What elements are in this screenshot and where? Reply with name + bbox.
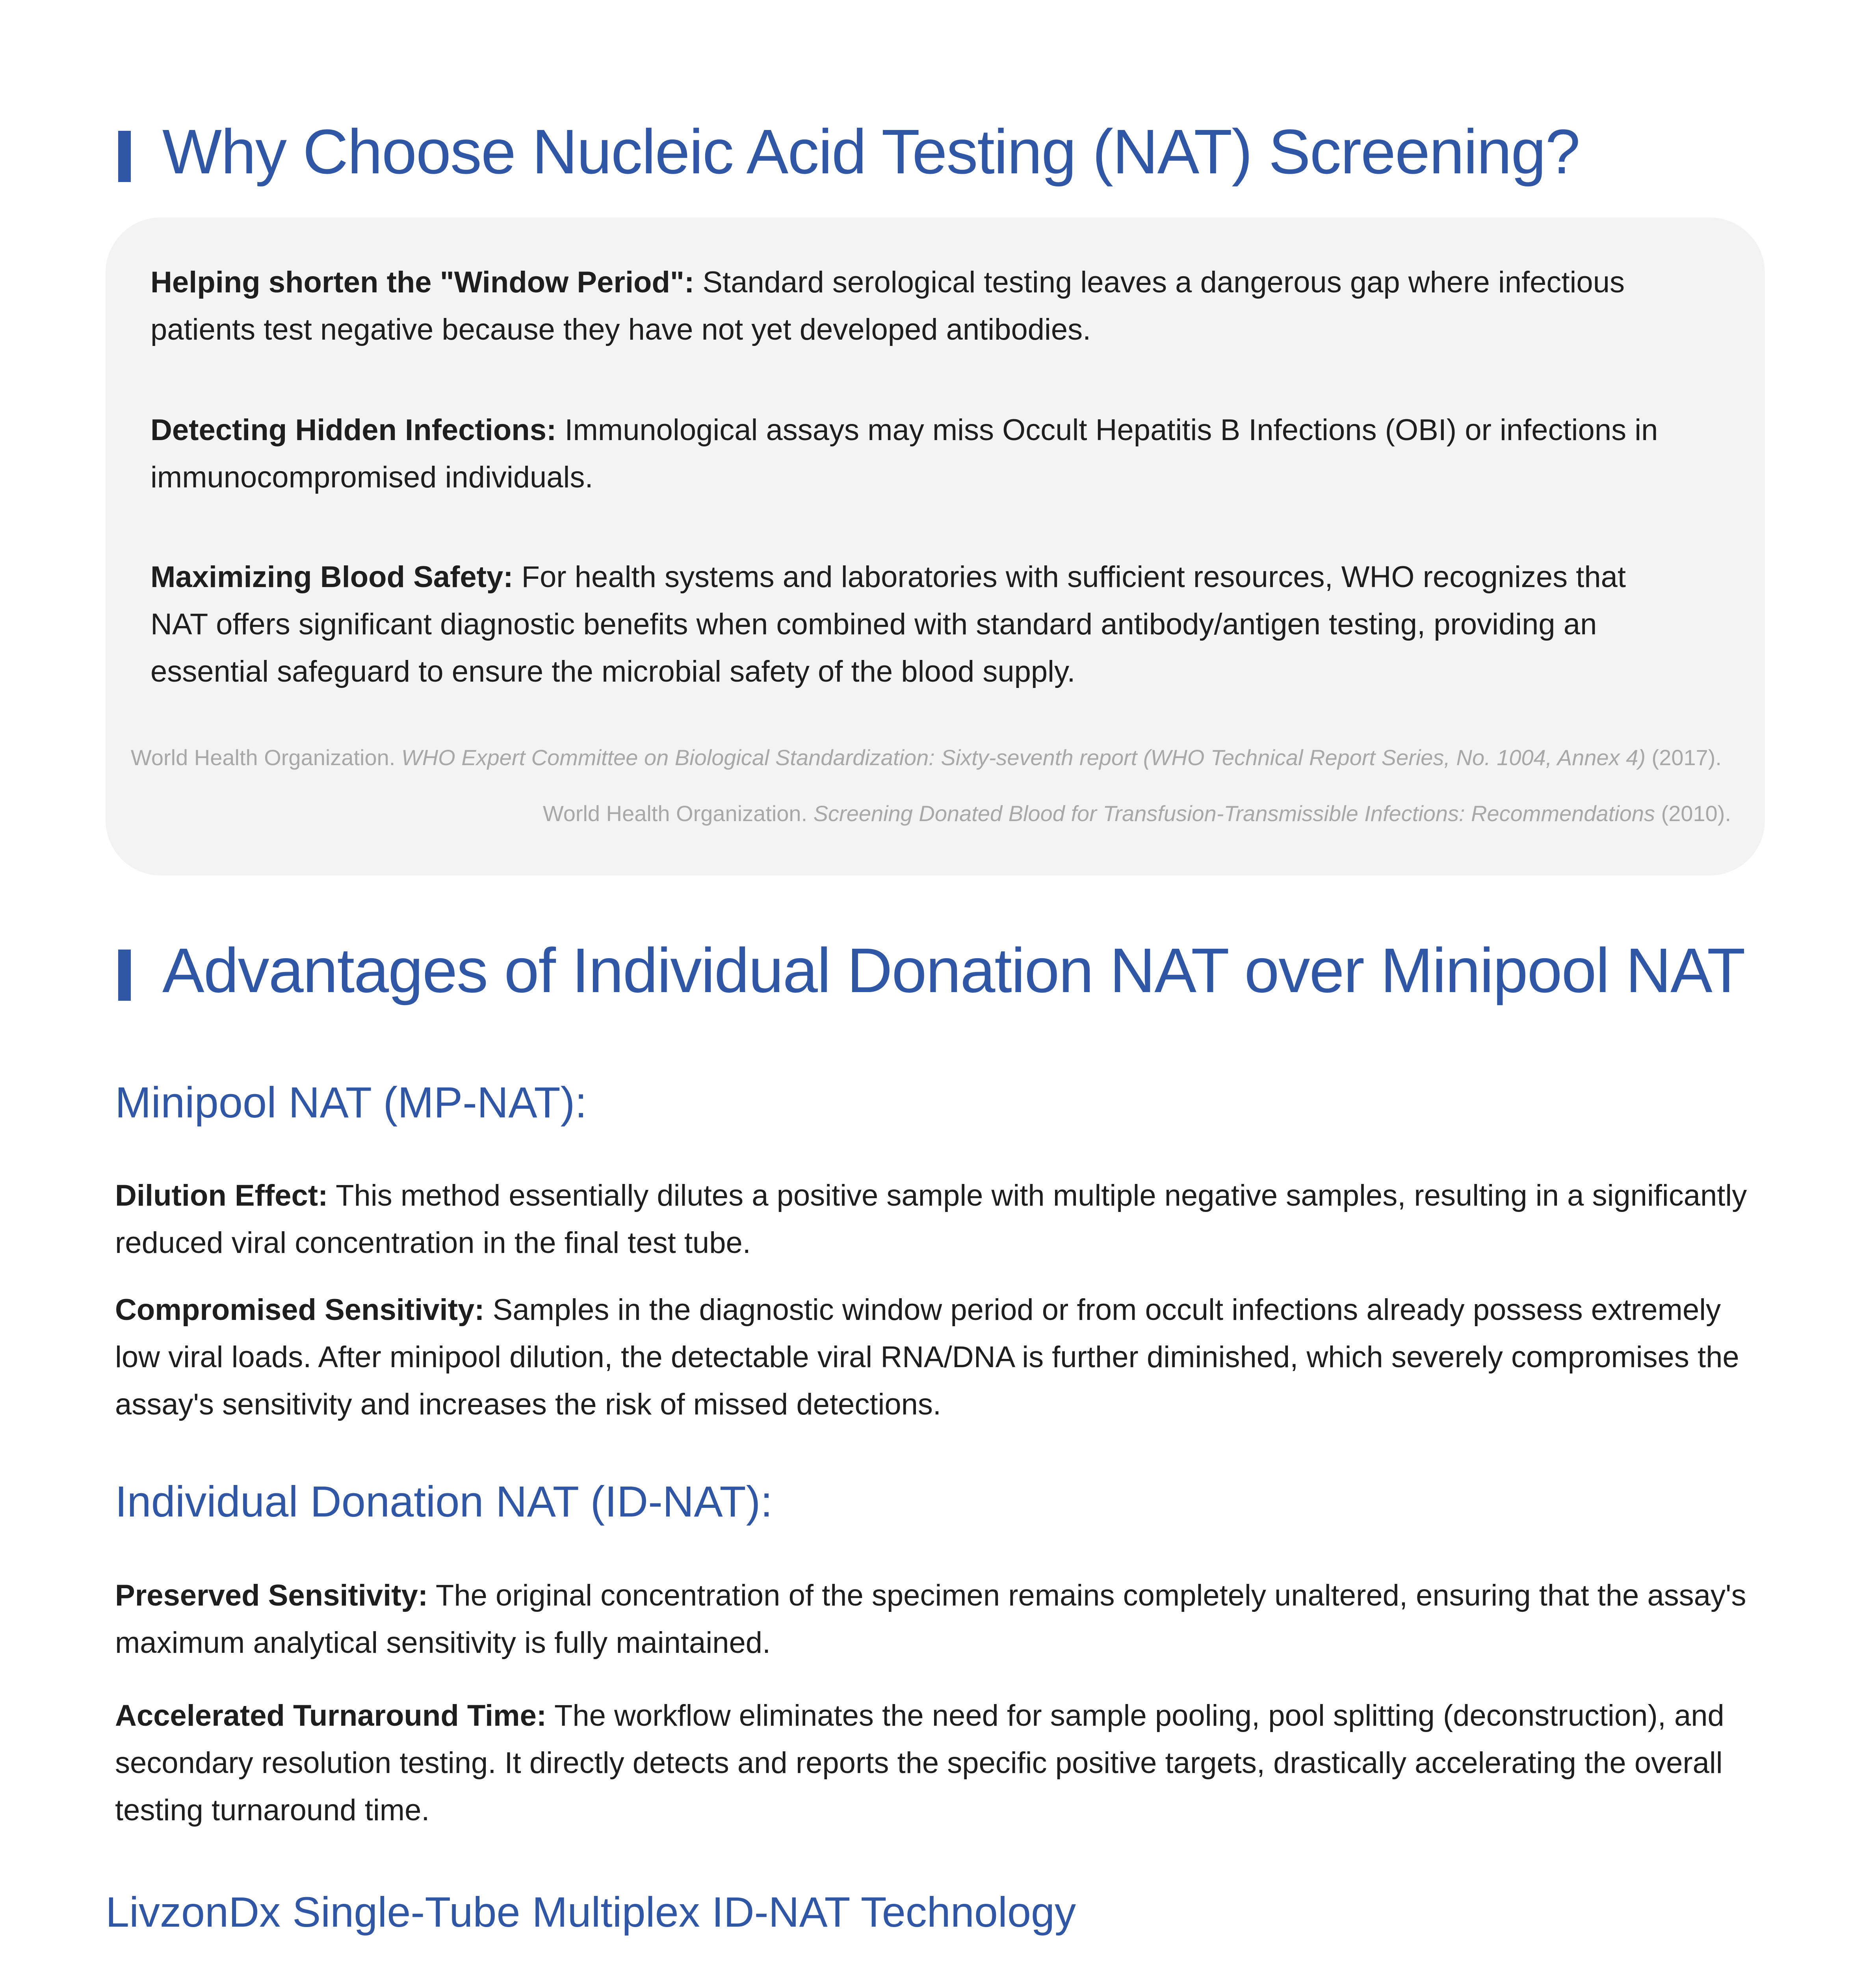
benefit-text: For health systems and laboratories with sufficient resources, WHO recognizes that NAT offers significant diagnostic benefits when combined with standard antibody/antigen testing, providing an essential safeguard to ensure the microbial safety of the blood supply. <box>150 560 1626 688</box>
benefit-blood-safety <box>150 554 1671 695</box>
subheading-id-nat: Individual Donation NAT (ID-NAT): <box>115 1478 773 1526</box>
benefit-title: Maximizing Blood Safety: <box>150 560 513 594</box>
heading-accent-bar <box>118 131 131 182</box>
benefit-text: Standard serological testing leaves a dangerous gap where infectious patients test negative because they have not yet developed antibodies. <box>150 266 1625 346</box>
benefit-title: Detecting Hidden Infections: <box>150 413 557 447</box>
point-title: Preserved Sensitivity: <box>115 1579 428 1612</box>
point-title: Dilution Effect: <box>115 1179 328 1212</box>
benefit-hidden-infections <box>150 407 1671 501</box>
benefit-title: Helping shorten the "Window Period": <box>150 266 695 299</box>
minipool-compromised-sensitivity <box>115 1286 1762 1428</box>
section-heading-advantages: Advantages of Individual Donation NAT over Minipool NAT <box>162 935 1745 1005</box>
idnat-preserved-sensitivity <box>115 1572 1762 1667</box>
section-heading-nat-screening: Why Choose Nucleic Acid Testing (NAT) Screening? <box>162 116 1580 187</box>
benefit-window-period <box>150 259 1648 353</box>
point-text: Samples in the diagnostic window period or from occult infections already possess extremely low viral loads. After minipool dilution, the detectable viral RNA/DNA is further diminished, which severely compromises the assay's sensitivity and increases the risk of missed detections. <box>115 1293 1739 1421</box>
minipool-dilution-effect <box>115 1172 1762 1267</box>
heading-accent-bar <box>118 950 131 1001</box>
reference-who-2017: World Health Organization. WHO Expert Committee on Biological Standardization: Sixty-seventh report (WHO Technical Report Series, No. 1004, Annex 4) (2017). <box>131 745 1722 770</box>
point-text: The original concentration of the specimen remains completely unaltered, ensuring that the assay's maximum analytical sensitivity is fully maintained. <box>115 1579 1746 1660</box>
subheading-minipool: Minipool NAT (MP-NAT): <box>115 1078 587 1127</box>
point-text: The workflow eliminates the need for sample pooling, pool splitting (deconstruction), and secondary resolution testing. It directly detects and reports the specific positive targets, drastically accelerating the overall testing turnaround time. <box>115 1699 1724 1827</box>
subheading-technology: LivzonDx Single-Tube Multiplex ID-NAT Technology <box>106 1888 1076 1936</box>
point-text: This method essentially dilutes a positive sample with multiple negative samples, resulting in a significantly reduced viral concentration in the final test tube. <box>115 1179 1747 1260</box>
idnat-turnaround-time <box>115 1692 1762 1834</box>
benefit-text: Immunological assays may miss Occult Hepatitis B Infections (OBI) or infections in immunocompromised individuals. <box>150 413 1658 494</box>
point-title: Accelerated Turnaround Time: <box>115 1699 547 1732</box>
point-title: Compromised Sensitivity: <box>115 1293 485 1327</box>
reference-who-2010: World Health Organization. Screening Donated Blood for Transfusion-Transmissible Infections: Recommendations (2010). <box>542 801 1731 826</box>
